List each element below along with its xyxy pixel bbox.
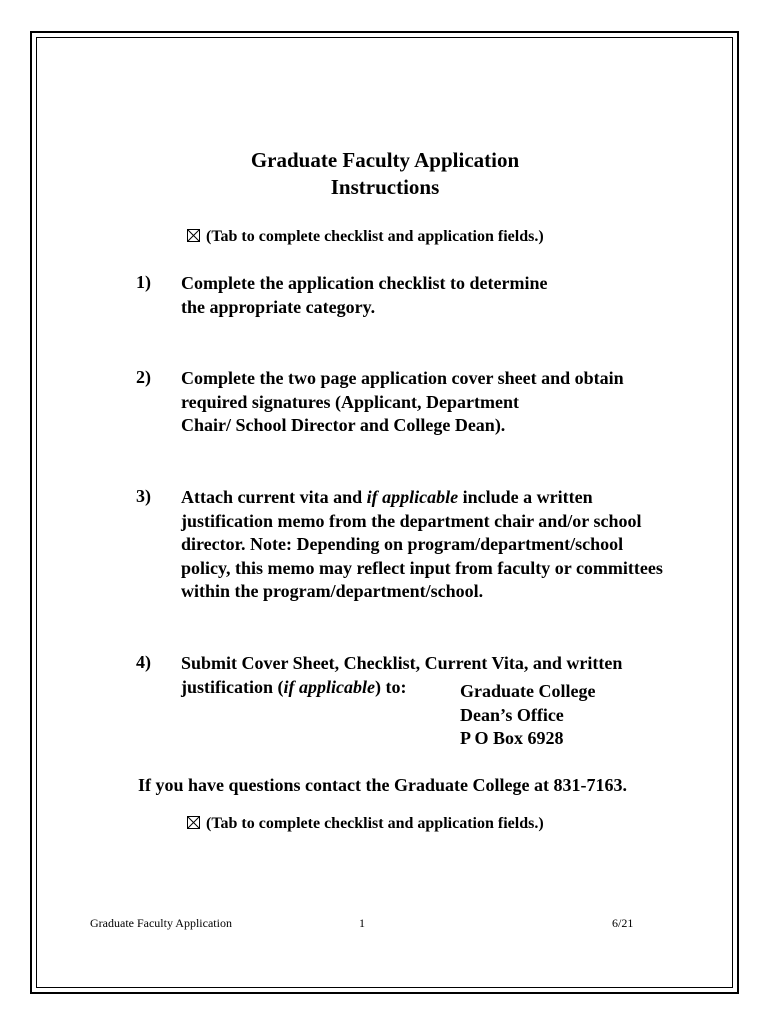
step-4-line-2-italic: if applicable: [283, 676, 375, 697]
address-line-3: P O Box 6928: [460, 728, 564, 748]
document-subtitle: Instructions: [330, 175, 440, 199]
step-3-line-3: director. Note: Depending on program/department/school: [181, 534, 624, 554]
step-2-line-3: Chair/ School Director and College Dean).: [181, 415, 506, 435]
tab-note-top[interactable]: [187, 228, 544, 246]
footer-title: Graduate Faculty Application: [90, 916, 232, 930]
footer-page-number: 1: [359, 916, 365, 930]
step-1-number: 1): [136, 272, 151, 292]
step-2-line-2: required signatures (Applicant, Department: [181, 391, 520, 412]
step-3-line-1-post: include a written: [458, 487, 593, 507]
checked-box-icon[interactable]: [187, 816, 200, 829]
step-3-line-5: within the program/department/school.: [181, 581, 484, 601]
address-line-2: Dean’s Office: [460, 704, 564, 725]
step-3-number: 3): [136, 486, 151, 506]
document-title: Graduate Faculty Application: [250, 148, 520, 172]
step-1-line-1: Complete the application checklist to determine: [181, 273, 548, 293]
step-4-number: 4): [136, 652, 151, 672]
step-2-number: 2): [136, 367, 151, 387]
step-4-line-1: Submit Cover Sheet, Checklist, Current Vita, and written: [181, 653, 623, 673]
mailing-address: [460, 680, 595, 751]
tab-note-bottom[interactable]: [187, 815, 544, 833]
step-2-line-1: Complete the two page application cover sheet and obtain: [181, 368, 624, 388]
footer-date: 6/21: [612, 916, 634, 930]
step-3-line-1-italic: if applicable: [366, 487, 459, 507]
step-4-line-2-post: ) to:: [374, 676, 407, 697]
tab-note-text: (Tab to complete checklist and application fields.): [206, 228, 544, 245]
contact-note: If you have questions contact the Graduate College at 831-7163.: [138, 775, 627, 795]
step-3-line-4: policy, this memo may reflect input from faculty or committees: [181, 557, 663, 578]
step-3-line-2: justification memo from the department chair and/or school: [181, 510, 642, 531]
address-line-1: Graduate College: [460, 681, 596, 701]
checked-box-icon[interactable]: [187, 229, 200, 242]
step-3-text: [181, 486, 663, 604]
step-3-line-1: [181, 486, 663, 510]
step-1-text: [181, 272, 547, 319]
step-3-line-1-pre: Attach current vita and: [181, 487, 367, 507]
step-4-line-2-pre: justification (: [181, 676, 284, 697]
step-2-text: [181, 367, 624, 438]
step-1-line-2: the appropriate category.: [181, 296, 376, 317]
tab-note-text: (Tab to complete checklist and application fields.): [206, 815, 544, 832]
